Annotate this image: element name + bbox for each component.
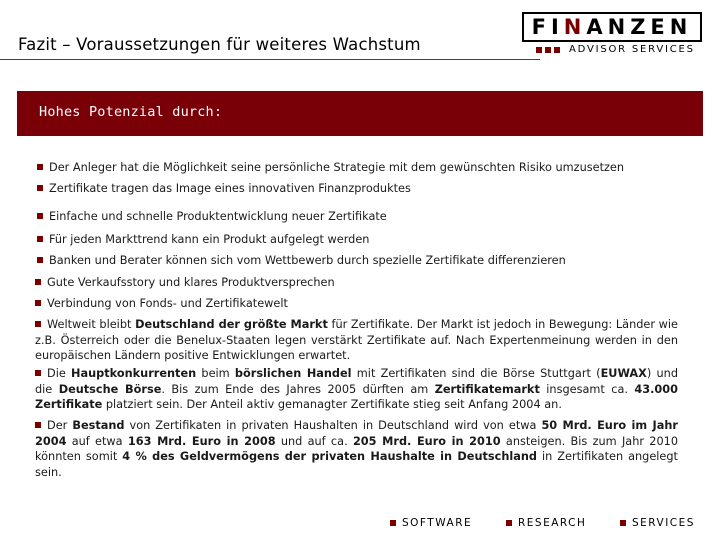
para-emphasis: EUWAX	[600, 367, 647, 380]
bullet-text: Für jeden Markttrend kann ein Produkt aufgelegt werden	[49, 233, 370, 246]
bullet-item	[37, 181, 680, 197]
bullet-square-icon	[37, 185, 43, 191]
para-text: ) und die	[35, 367, 678, 396]
bullet-square-icon	[37, 164, 43, 170]
bullet-item	[37, 253, 680, 269]
footer-square-icon	[506, 520, 512, 526]
logo-square-icon	[536, 47, 542, 53]
footer-square-icon	[620, 520, 626, 526]
bullet-text: Zertifikate tragen das Image eines innovativen Finanzproduktes	[49, 182, 411, 195]
para-text: mit Zertifikaten sind die Börse Stuttgart (	[351, 367, 601, 380]
bullet-item	[37, 160, 680, 176]
para-emphasis: 205 Mrd. Euro in 2010	[352, 434, 501, 448]
logo-square-icon	[554, 47, 560, 53]
finanzen-logo	[522, 12, 702, 60]
para-text: Die	[47, 367, 72, 380]
bullet-square-icon	[37, 213, 43, 219]
bullet-text: Banken und Berater können sich vom Wettbewerb durch spezielle Zertifikate differenzieren	[49, 254, 566, 267]
para-text: auf etwa	[66, 434, 128, 448]
bullet-text: Gute Verkaufsstory und klares Produktversprechen	[47, 276, 335, 289]
para-text: . Bis zum Ende des Jahres 2005 dürften am	[161, 382, 435, 396]
para-emphasis: Zertifikatemarkt	[434, 382, 540, 396]
logo-wordmark-box	[522, 12, 702, 42]
para-text: und auf ca.	[275, 434, 353, 448]
bullet-text: Verbindung von Fonds- und Zertifikatewelt	[47, 297, 288, 310]
bullet-square-icon	[37, 236, 43, 242]
title-divider	[0, 59, 540, 60]
banner-text: Hohes Potenzial durch:	[39, 104, 223, 120]
footer-label: SOFTWARE	[402, 517, 473, 529]
para-emphasis: Deutsche Börse	[58, 382, 162, 396]
bullet-square-icon	[35, 300, 41, 306]
bullet-square-icon	[35, 279, 41, 285]
bullet-square-icon	[35, 321, 41, 327]
para-text: Der	[47, 419, 73, 432]
footer-software	[390, 517, 472, 529]
bullet-square-icon	[35, 370, 41, 376]
para-emphasis: Deutschland der größte Markt	[135, 318, 328, 331]
para-emphasis: 43.000 Zertifikate	[35, 382, 678, 411]
logo-square-icon	[545, 47, 551, 53]
logo-subtitle: ADVISOR SERVICES	[569, 44, 695, 55]
para-text: in Zertifikaten angelegt sein.	[35, 450, 678, 479]
logo-part-1: FI	[531, 15, 564, 39]
page-title: Fazit – Voraussetzungen für weiteres Wachstum	[18, 35, 421, 54]
footer-square-icon	[390, 520, 396, 526]
bullet-square-icon	[37, 257, 43, 263]
footer-label: RESEARCH	[518, 517, 587, 529]
footer-label: SERVICES	[632, 517, 695, 529]
logo-subtitle-row	[536, 44, 695, 55]
para-text: platziert sein. Der Anteil aktiv gemanagter Zertifikate stieg seit Anfang 2004 an.	[102, 398, 562, 411]
footer-services	[620, 517, 695, 529]
bullet-item	[35, 296, 678, 312]
highlight-banner	[17, 91, 703, 136]
para-emphasis: 50 Mrd. Euro im Jahr 2004	[35, 419, 678, 448]
bullet-text: Der Anleger hat die Möglichkeit seine persönliche Strategie mit dem gewünschten Risiko umzusetzen	[49, 161, 625, 174]
para-text: ansteigen. Bis zum Jahr 2010 könnten somit	[35, 434, 679, 463]
logo-wordmark	[532, 15, 693, 39]
para-text: Weltweit bleibt	[47, 318, 136, 331]
bullet-item	[35, 275, 678, 291]
para-text: für Zertifikate. Der Markt ist jedoch in Bewegung: Länder wie z.B. Österreich oder die Benelux-Staaten legen verstärkt Zertifikate auf. Nach Expertenmeinung werden in den europäischen Ländern positive Entwicklungen erwartet.	[35, 318, 678, 362]
para-emphasis: 163 Mrd. Euro in 2008	[127, 434, 276, 448]
footer-research	[506, 517, 586, 529]
paragraph-market	[35, 317, 678, 364]
para-text: von Zertifikaten in privaten Haushalten in Deutschland wird von etwa	[124, 419, 542, 432]
bullet-item	[37, 232, 680, 248]
para-text: insgesamt ca.	[539, 382, 635, 396]
logo-part-2: N	[563, 15, 587, 39]
para-emphasis: börslichen Handel	[234, 367, 352, 380]
para-emphasis: 4 % des Geldvermögens der privaten Haushalte in Deutschland	[122, 450, 537, 463]
bullet-text: Einfache und schnelle Produktentwicklung neuer Zertifikate	[49, 210, 387, 223]
para-emphasis: Hauptkonkurrenten	[71, 367, 197, 380]
paragraph-holdings	[35, 418, 678, 480]
bullet-item	[37, 209, 680, 225]
para-text: beim	[196, 367, 235, 380]
para-emphasis: Bestand	[72, 419, 125, 432]
paragraph-competitors	[35, 366, 678, 413]
logo-part-3: ANZEN	[586, 15, 693, 39]
bullet-square-icon	[35, 422, 41, 428]
